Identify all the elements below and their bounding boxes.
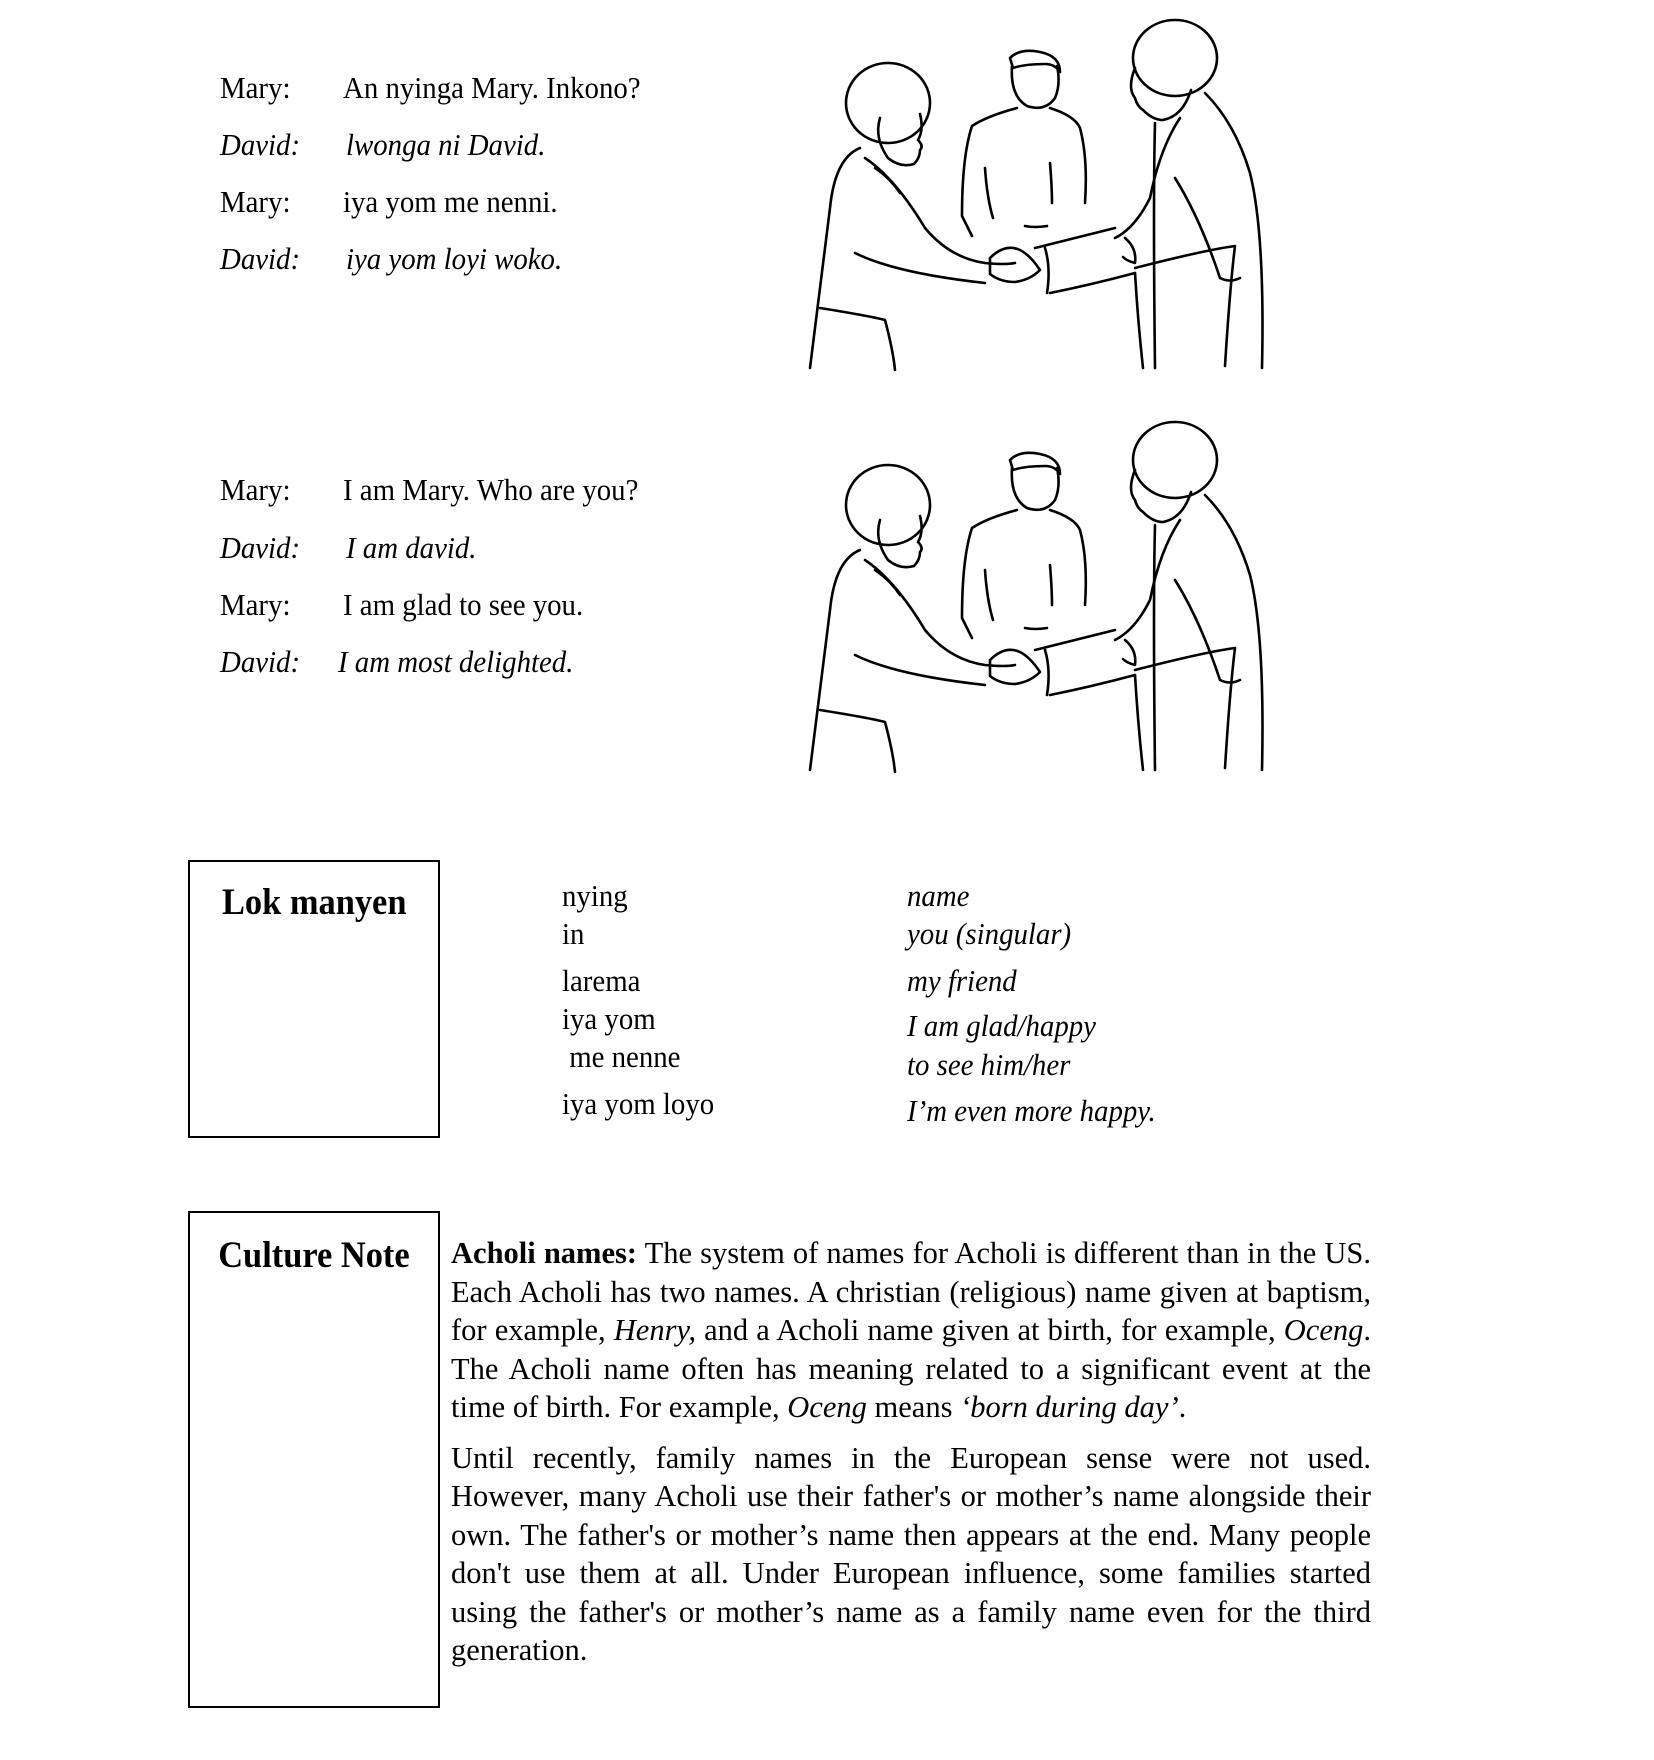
center-person bbox=[962, 51, 1086, 236]
culture-note-box bbox=[188, 1211, 440, 1708]
vocab-meaning: I am glad/happy bbox=[907, 1008, 1096, 1043]
example-acholi-name: Oceng bbox=[787, 1390, 867, 1424]
vocab-term: nying bbox=[562, 878, 628, 913]
vocab-term: iya yom loyo bbox=[562, 1086, 715, 1121]
dialogue-speaker: David: bbox=[220, 127, 301, 162]
vocab-meaning: you (singular) bbox=[907, 916, 1072, 951]
example-christian-name: Henry, bbox=[613, 1313, 696, 1347]
dialogue-speaker: Mary: bbox=[220, 70, 291, 105]
handshake bbox=[990, 228, 1135, 293]
dialogue-speaker: David: bbox=[220, 644, 301, 679]
name-meaning: ‘born during day’ bbox=[960, 1390, 1179, 1424]
handshake-illustration-icon bbox=[805, 410, 1265, 780]
handshake bbox=[990, 630, 1135, 695]
example-acholi-name: Oceng bbox=[1283, 1313, 1364, 1347]
culture-note-text bbox=[451, 1234, 1371, 1670]
dialogue-line: lwonga ni David. bbox=[346, 127, 546, 162]
left-person bbox=[810, 63, 1015, 370]
handshake-drawing bbox=[805, 410, 1265, 780]
vocab-meaning: to see him/her bbox=[907, 1047, 1071, 1082]
vocab-term: larema bbox=[562, 963, 641, 998]
vocab-term: me nenne bbox=[562, 1039, 681, 1074]
dialogue-speaker: David: bbox=[220, 530, 301, 565]
vocab-term: iya yom bbox=[562, 1001, 656, 1036]
left-person bbox=[810, 465, 1015, 772]
handshake-drawing bbox=[805, 8, 1265, 378]
dialogue-line: I am david. bbox=[346, 530, 477, 565]
culture-note-lead: Acholi names: bbox=[451, 1236, 638, 1270]
dialogue-line: I am most delighted. bbox=[338, 644, 574, 679]
dialogue-line: iya yom me nenni. bbox=[343, 184, 558, 219]
vocab-term: in bbox=[562, 916, 585, 951]
vocabulary-box bbox=[188, 860, 440, 1138]
vocab-meaning: I’m even more happy. bbox=[907, 1093, 1156, 1128]
vocabulary-title: Lok manyen bbox=[221, 882, 407, 923]
dialogue-line: I am Mary. Who are you? bbox=[343, 472, 639, 507]
dialogue-line: iya yom loyi woko. bbox=[346, 241, 563, 276]
handshake-illustration-icon bbox=[805, 8, 1265, 378]
dialogue-line: An nyinga Mary. Inkono? bbox=[343, 70, 641, 105]
vocab-meaning: name bbox=[907, 878, 970, 913]
right-person bbox=[1115, 20, 1263, 368]
dialogue-speaker: Mary: bbox=[220, 184, 291, 219]
dialogue-speaker: Mary: bbox=[220, 587, 291, 622]
culture-note-paragraph-1: Acholi names: The system of names for Acholi is different than in the US. Each Acholi has two names. A christian (religious) name given at baptism, for example, Henry, and a Acholi name given at birth, for example, Oceng. The Acholi name often has meaning related to a significant event at the time of birth. For example, Oceng means ‘born during day’. bbox=[451, 1236, 1372, 1424]
right-person bbox=[1115, 422, 1263, 770]
dialogue-line: I am glad to see you. bbox=[343, 587, 584, 622]
culture-note-title: Culture Note bbox=[218, 1235, 410, 1276]
dialogue-speaker: Mary: bbox=[220, 472, 291, 507]
dialogue-speaker: David: bbox=[220, 241, 301, 276]
center-person bbox=[962, 453, 1086, 638]
vocab-meaning: my friend bbox=[907, 963, 1017, 998]
culture-note-paragraph-2: Until recently, family names in the European sense were not used. However, many Acholi use their father's or mother’s name alongside their own. The father's or mother’s name then appears at the end. Many people don't use them at all. Under European influence, some families started using the father's or mother’s name as a family name even for the third generation. bbox=[451, 1440, 1371, 1667]
